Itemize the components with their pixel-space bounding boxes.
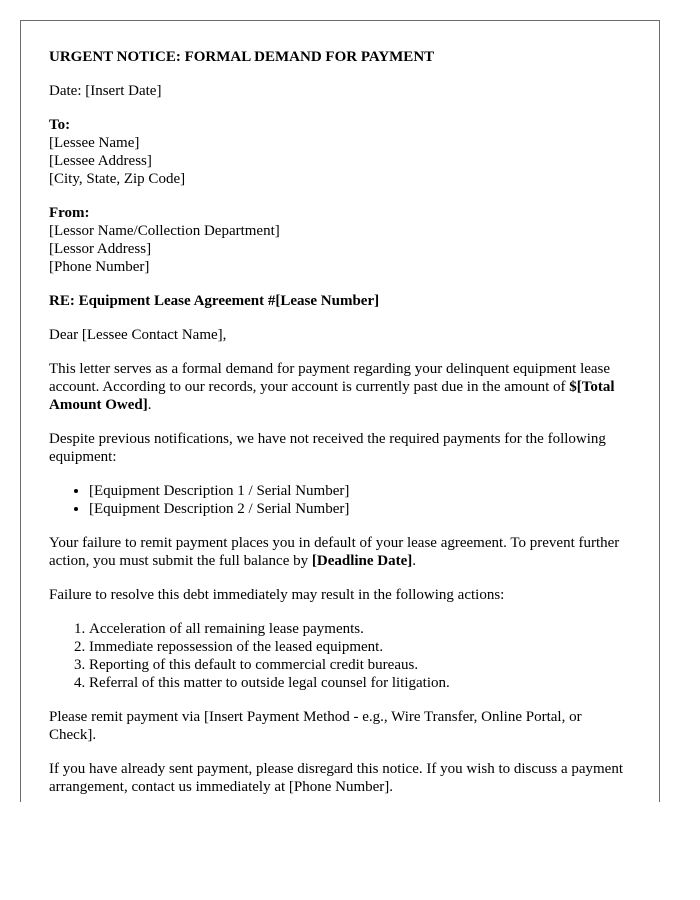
- demand-paragraph: [49, 360, 631, 414]
- default-end: .: [412, 553, 417, 569]
- payment-method-paragraph: Please remit payment via [Insert Payment Method - e.g., Wire Transfer, Online Portal, or Check].: [49, 709, 582, 743]
- equipment-item: • [Equipment Description 1 / Serial Number]: [89, 482, 631, 500]
- re-line: RE: Equipment Lease Agreement #[Lease Number]: [49, 293, 380, 309]
- amount-owed: $[Total Amount Owed]: [49, 379, 615, 413]
- from-line: [Phone Number]: [49, 259, 150, 275]
- from-block: [49, 204, 631, 276]
- letter-title: URGENT NOTICE: FORMAL DEMAND FOR PAYMENT: [49, 49, 435, 65]
- to-block: [49, 116, 631, 188]
- to-line: [Lessee Name]: [49, 135, 140, 151]
- equipment-intro: Despite previous notifications, we have not received the required payments for the following equipment:: [49, 431, 606, 465]
- from-line: [Lessor Address]: [49, 241, 152, 257]
- default-paragraph: [49, 534, 631, 570]
- letter-content: [21, 21, 659, 796]
- to-label: To:: [49, 117, 71, 133]
- actions-list: [49, 620, 631, 692]
- equipment-list: [49, 482, 631, 518]
- salutation: Dear [Lessee Contact Name],: [49, 327, 227, 343]
- action-item: 4. Referral of this matter to outside legal counsel for litigation.: [89, 674, 631, 692]
- demand-end: .: [147, 397, 152, 413]
- from-line: [Lessor Name/Collection Department]: [49, 223, 280, 239]
- demand-text: This letter serves as a formal demand for payment regarding your delinquent equipment lease account. According to our records, your account is currently past due in the amount of: [49, 361, 611, 395]
- letter-page: [20, 20, 660, 802]
- default-text: Your failure to remit payment places you in default of your lease agreement. To prevent further action, you must submit the full balance by: [49, 535, 620, 569]
- date-line: Date: [Insert Date]: [49, 83, 162, 99]
- from-label: From:: [49, 205, 90, 221]
- to-line: [City, State, Zip Code]: [49, 171, 186, 187]
- to-line: [Lessee Address]: [49, 153, 152, 169]
- action-item: 2. Immediate repossession of the leased equipment.: [89, 638, 631, 656]
- action-item: 3. Reporting of this default to commercial credit bureaus.: [89, 656, 631, 674]
- closing-paragraph: If you have already sent payment, please disregard this notice. If you wish to discuss a payment arrangement, contact us immediately at [Phone Number].: [49, 761, 624, 795]
- equipment-item: • [Equipment Description 2 / Serial Number]: [89, 500, 631, 518]
- action-item: 1. Acceleration of all remaining lease payments.: [89, 620, 631, 638]
- deadline-date: [Deadline Date]: [311, 553, 413, 569]
- actions-intro: Failure to resolve this debt immediately may result in the following actions:: [49, 587, 505, 603]
